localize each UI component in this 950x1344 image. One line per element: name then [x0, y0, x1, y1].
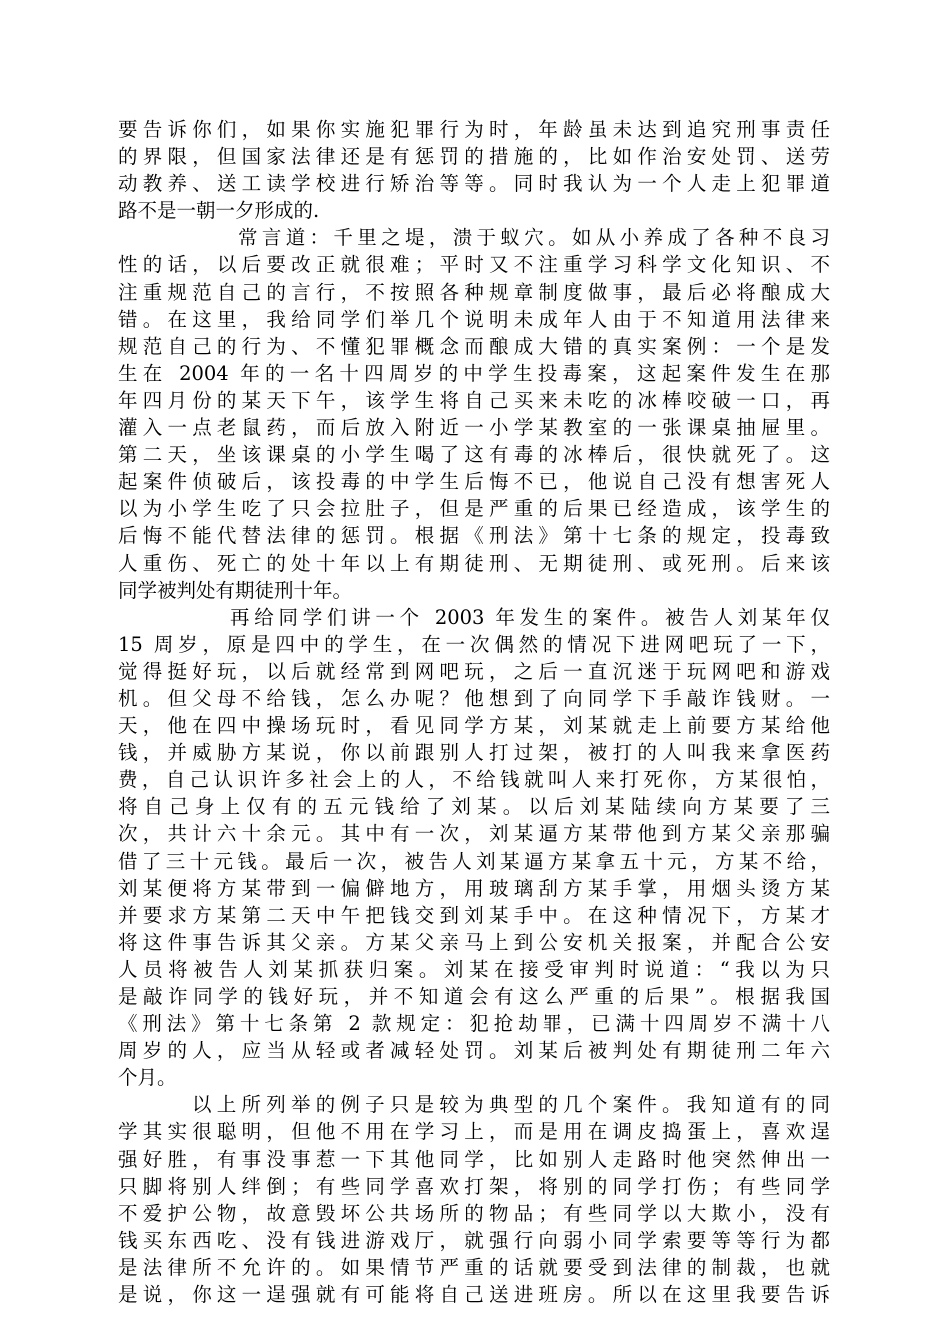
text-line: 第二天，坐该课桌的小学生喝了这有毒的冰棒后，很快就死了。这	[118, 443, 830, 467]
text-line: 将这件事告诉其父亲。方某父亲马上到公安机关报案，并配合公安	[118, 930, 830, 954]
text-line: 15 周岁，原是四中的学生，在一次偶然的情况下进网吧玩了一下，	[118, 632, 830, 656]
text-line: 灌入一点老鼠药，而后放入附近一小学某教室的一张课桌抽屉里。	[118, 416, 830, 440]
text-line: 的界限，但国家法律还是有惩罚的措施的，比如作治安处罚、送劳	[118, 145, 830, 169]
text-line: 个月。	[118, 1066, 177, 1090]
paragraph-first-line: 再给同学们讲一个 2003 年发生的案件。被告人刘某年仅	[230, 605, 830, 629]
text-line: 是法律所不允许的。如果情节严重的话就要受到法律的制裁，也就	[118, 1255, 830, 1279]
text-line: 《刑法》第十七条第 2 款规定：犯抢劫罪，已满十四周岁不满十八	[118, 1012, 830, 1036]
text-line: 不爱护公物，故意毁坏公共场所的物品；有些同学以大欺小，没有	[118, 1201, 830, 1225]
text-line: 钱买东西吃、没有钱进游戏厅，就强行向弱小同学索要等等行为都	[118, 1228, 830, 1252]
text-line: 人重伤、死亡的处十年以上有期徒刑、无期徒刑、或死刑。后来该	[118, 551, 830, 575]
text-line: 是说，你这一逞强就有可能将自己送进班房。所以在这里我要告诉	[118, 1283, 830, 1307]
text-line: 注重规范自己的言行，不按照各种规章制度做事，最后必将酿成大	[118, 280, 830, 304]
paragraph-first-line: 以上所列举的例子只是较为典型的几个案件。我知道有的同	[192, 1093, 830, 1117]
text-line: 同学被判处有期徒刑十年。	[118, 578, 353, 602]
text-line: 学其实很聪明，但他不用在学习上，而是用在调皮捣蛋上，喜欢逞	[118, 1120, 830, 1144]
text-line: 动教养、送工读学校进行矫治等等。同时我认为一个人走上犯罪道	[118, 172, 830, 196]
text-line: 起案件侦破后，该投毒的中学生后悔不已，他说自己没有想害死人	[118, 470, 830, 494]
text-line: 强好胜，有事没事惹一下其他同学，比如别人走路时他突然伸出一	[118, 1147, 830, 1171]
text-line: 将自己身上仅有的五元钱给了刘某。以后刘某陆续向方某要了三	[118, 795, 830, 819]
text-line: 错。在这里，我给同学们举几个说明未成年人由于不知道用法律来	[118, 307, 830, 331]
text-line: 生在 2004 年的一名十四周岁的中学生投毒案，这起案件发生在那	[118, 361, 830, 385]
text-line: 以为小学生吃了只会拉肚子，但是严重的后果已经造成，该学生的	[118, 497, 830, 521]
text-line: 性的话，以后要改正就很难；平时又不注重学习科学文化知识、不	[118, 253, 830, 277]
text-line: 人员将被告人刘某抓获归案。刘某在接受审判时说道：“我以为只	[118, 957, 830, 981]
text-line: 要告诉你们，如果你实施犯罪行为时，年龄虽未达到追究刑事责任	[118, 118, 830, 141]
paragraph-first-line: 常言道：千里之堤，溃于蚁穴。如从小养成了各种不良习	[238, 226, 830, 250]
text-line: 次，共计六十余元。其中有一次，刘某逼方某带他到方某父亲那骗	[118, 822, 830, 846]
text-line: 钱，并威胁方某说，你以前跟别人打过架，被打的人叫我来拿医药	[118, 741, 830, 765]
text-line: 是敲诈同学的钱好玩，并不知道会有这么严重的后果”。根据我国	[118, 985, 830, 1008]
text-line: 后悔不能代替法律的惩罚。根据《刑法》第十七条的规定，投毒致	[118, 524, 830, 548]
text-line: 年四月份的某天下午，该学生将自己买来未吃的冰棒咬破一口，再	[118, 388, 830, 412]
text-line: 天，他在四中操场玩时，看见同学方某，刘某就走上前要方某给他	[118, 714, 830, 738]
text-line: 费，自己认识许多社会上的人，不给钱就叫人来打死你，方某很怕，	[118, 768, 830, 792]
text-line: 借了三十元钱。最后一次，被告人刘某逼方某拿五十元，方某不给，	[118, 849, 830, 873]
text-line: 只脚将别人绊倒；有些同学喜欢打架，将别的同学打伤；有些同学	[118, 1174, 830, 1198]
text-line: 规范自己的行为、不懂犯罪概念而酿成大错的真实案例：一个是发	[118, 334, 830, 358]
text-line: 周岁的人，应当从轻或者减轻处罚。刘某后被判处有期徒刑二年六	[118, 1039, 830, 1063]
text-line: 机。但父母不给钱，怎么办呢？他想到了向同学下手敲诈钱财。一	[118, 686, 830, 710]
text-line: 觉得挺好玩，以后就经常到网吧玩，之后一直沉迷于玩网吧和游戏	[118, 659, 830, 683]
body-text	[118, 116, 830, 1308]
text-line: 并要求方某第二天中午把钱交到刘某手中。在这种情况下，方某才	[118, 903, 830, 927]
text-line: 路不是一朝一夕形成的.	[118, 199, 320, 223]
text-line: 刘某便将方某带到一偏僻地方，用玻璃刮方某手掌，用烟头烫方某	[118, 876, 830, 900]
